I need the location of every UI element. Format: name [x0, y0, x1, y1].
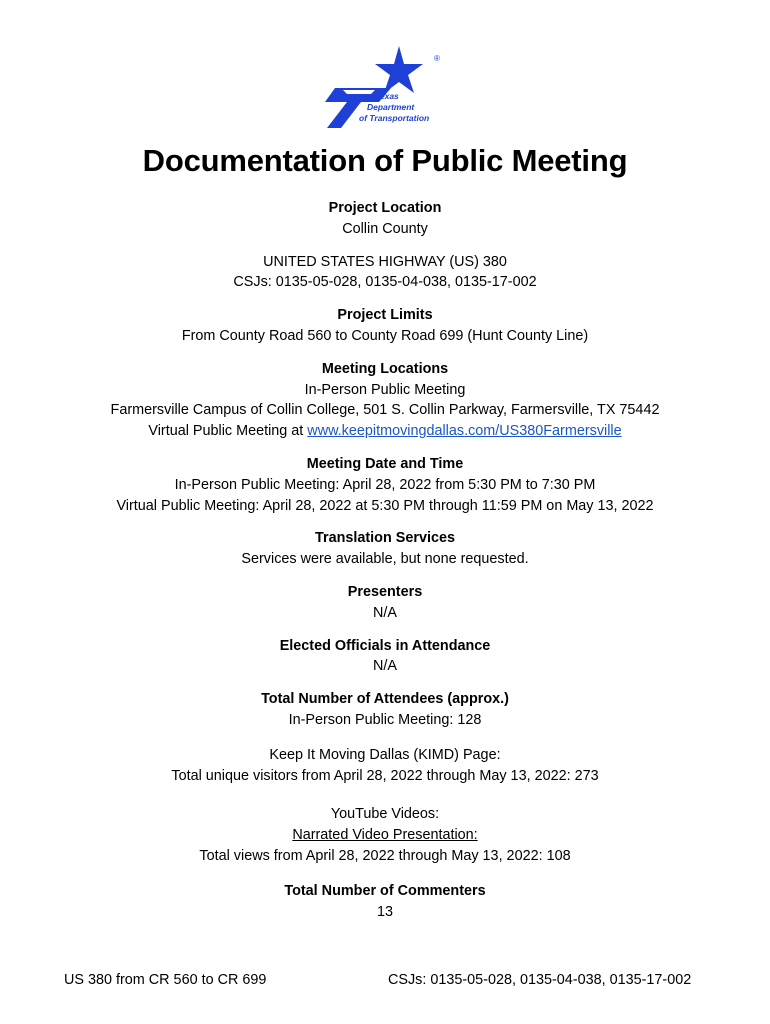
video-title: Narrated Video Presentation: — [292, 827, 478, 844]
translation-heading: Translation Services — [315, 530, 455, 547]
project-county: Collin County — [342, 220, 428, 237]
footer-csjs: CSJs: 0135-05-028, 0135-04-038, 0135-17-002 — [388, 972, 692, 988]
meeting-location-address: Farmersville Campus of Collin College, 501 S. Collin Parkway, Farmersville, TX 75442 — [110, 402, 660, 419]
elected-officials-text: N/A — [373, 658, 397, 675]
youtube-label: YouTube Videos: — [330, 806, 440, 823]
logo-line-1: Texas — [375, 91, 399, 101]
commenters-count: 13 — [376, 903, 393, 920]
presenters-heading: Presenters — [347, 583, 423, 600]
meeting-location-inperson: In-Person Public Meeting — [304, 381, 466, 398]
attendees-heading: Total Number of Attendees (approx.) — [261, 691, 509, 708]
meeting-location-virtual — [0, 421, 770, 442]
document-title: Documentation of Public Meeting — [142, 143, 628, 178]
attendees-inperson: In-Person Public Meeting: 128 — [288, 711, 482, 728]
meeting-date-virtual: Virtual Public Meeting: April 28, 2022 at 5:30 PM through 11:59 PM on May 13, 2022 — [116, 497, 654, 514]
commenters-heading: Total Number of Commenters — [284, 882, 486, 899]
meeting-date-inperson: In-Person Public Meeting: April 28, 2022 from 5:30 PM to 7:30 PM — [174, 476, 596, 493]
elected-officials-heading: Elected Officials in Attendance — [279, 637, 491, 654]
translation-text: Services were available, but none requested. — [241, 551, 529, 568]
kimd-visitors: Total unique visitors from April 28, 2022 through May 13, 2022: 273 — [171, 767, 599, 784]
project-limits-text: From County Road 560 to County Road 699 (Hunt County Line) — [181, 327, 589, 344]
project-limits-heading: Project Limits — [337, 307, 433, 324]
virtual-meeting-link[interactable]: www.keepitmovingdallas.com/US380Farmersville — [307, 423, 622, 440]
document-body — [0, 198, 770, 922]
project-highway: UNITED STATES HIGHWAY (US) 380 — [263, 253, 507, 270]
footer-project: US 380 from CR 560 to CR 699 — [64, 972, 267, 988]
txdot-logo — [321, 44, 445, 130]
project-csjs: CSJs: 0135-05-028, 0135-04-038, 0135-17-002 — [233, 274, 537, 291]
presenters-text: N/A — [373, 604, 397, 621]
kimd-label: Keep It Moving Dallas (KIMD) Page: — [269, 746, 501, 763]
meeting-locations-heading: Meeting Locations — [321, 360, 449, 377]
video-views: Total views from April 28, 2022 through May 13, 2022: 108 — [199, 847, 571, 864]
logo-line-2: Department — [367, 102, 415, 112]
virtual-meeting-prefix: Virtual Public Meeting at — [148, 423, 308, 440]
project-location-heading: Project Location — [328, 200, 442, 216]
meeting-date-heading: Meeting Date and Time — [306, 455, 464, 472]
logo-line-3: of Transportation — [359, 113, 430, 123]
registered-mark: ® — [434, 54, 440, 63]
